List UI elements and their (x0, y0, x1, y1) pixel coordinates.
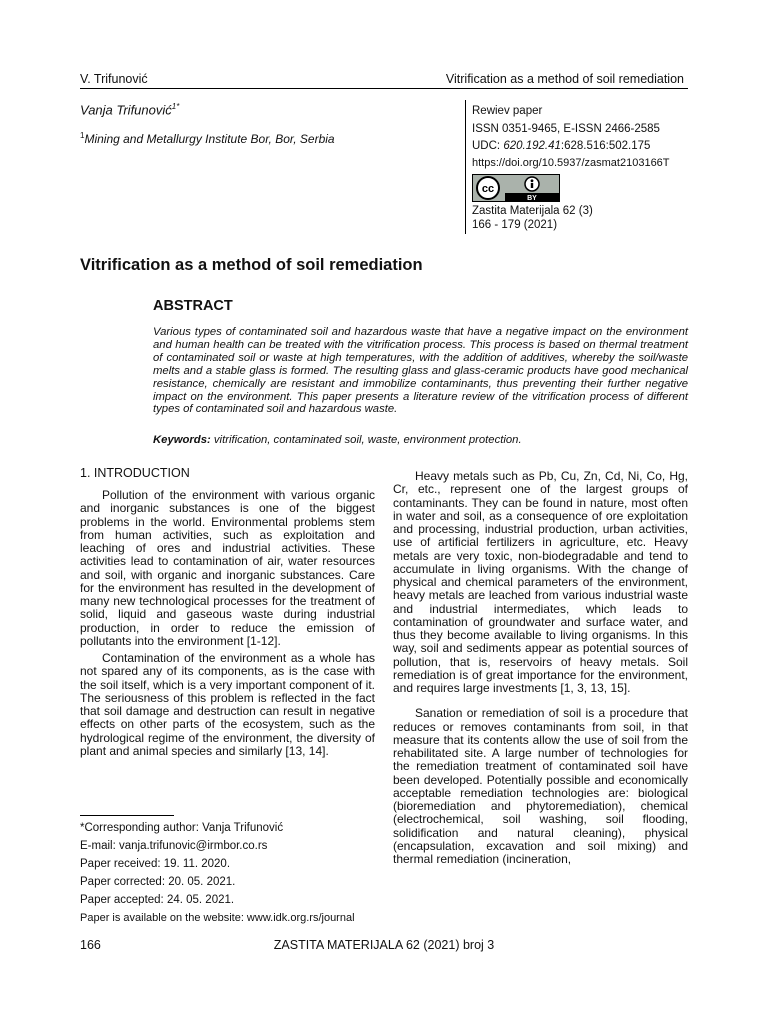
page-number: 166 (80, 938, 101, 952)
footer-journal: ZASTITA MATERIJALA 62 (2021) broj 3 (273, 938, 495, 952)
meta-divider (465, 100, 466, 234)
keywords (153, 434, 688, 446)
footnote-received: Paper received: 19. 11. 2020. (80, 858, 231, 870)
doi-link[interactable]: https://doi.org/10.5937/zasmat2103166T (472, 157, 670, 169)
paragraph: Contamination of the environment as a whole has not spared any of its components, as is the case with the soil itself, which is a very important component of it. The seriousness of this problem is reflected in the fact that soil damage and destruction can result in negative effects on other parts of the ecosystem, such as the hydrological regime of the environment, the diversity of plant and animal species and similarly [13, 14]. (80, 651, 375, 758)
footnote-corrected: Paper corrected: 20. 05. 2021. (80, 876, 236, 888)
paper-type: Rewiev paper (472, 105, 543, 117)
udc (472, 139, 650, 154)
abstract-text: Various types of contaminated soil and hazardous waste that have a negative impact on the environment and human health can be treated with the vitrification process. This process is based on thermal treatment of contaminated soil or waste at high temperatures, with the addition of additives, whereby the soil/waste melts and a stable glass is formed. The resulting glass and glass-ceramic products have good mechanical resistance, chemically are resistant and immobilize contaminants, thus preventing their further negative impact on the environment. This paper presents a literature review of the vitrification process of different types of contaminated soil and hazardous waste. (153, 326, 688, 416)
header-rule (80, 88, 688, 89)
section-heading: 1. INTRODUCTION (80, 466, 190, 480)
author-name: Vanja Trifunović (80, 102, 172, 118)
issn: ISSN 0351-9465, E-ISSN 2466-2585 (472, 123, 660, 135)
footnote-email[interactable]: E-mail: vanja.trifunovic@irmbor.co.rs (80, 840, 268, 852)
footnote-accepted: Paper accepted: 24. 05. 2021. (80, 894, 235, 906)
abstract-heading: ABSTRACT (153, 298, 233, 314)
footnote-website[interactable]: Paper is available on the website: www.idk.org.rs/journal (80, 912, 355, 924)
affiliation (80, 131, 335, 146)
running-header-title: Vitrification as a method of soil remediation (445, 72, 684, 86)
footnote-rule (80, 815, 174, 816)
keywords-label: Keywords: (153, 434, 211, 446)
author (80, 102, 179, 117)
running-header-author: V. Trifunović (80, 72, 148, 86)
left-column (80, 489, 375, 758)
svg-text:BY: BY (527, 195, 537, 201)
udc-italic: 620.192.41 (503, 140, 561, 152)
svg-text:cc: cc (481, 183, 495, 195)
cc-by-icon-svg (473, 175, 559, 201)
paragraph: Sanation or remediation of soil is a procedure that reduces or removes contaminants from soil, in that measure that its contents allow the use of soil from the rehabilitated site. A large number of technologies for the remediation treatment of contaminated soil have been developed. Potentially possible and economically acceptable remediation technologies are: biological (bioremediation and phytoremediation), chemical (electrochemical, soil washing, soil flooding, solidification and natural cleaning), physical (encapsulation, excavation and soil mixing) and thermal remediation (incineration, (393, 706, 688, 866)
udc-label: UDC: (472, 140, 504, 152)
paragraph: Heavy metals such as Pb, Cu, Zn, Cd, Ni, Co, Hg, Cr, etc., represent one of the largest groups of contaminants. They can be found in nature, most often in water and soil, as a consequence of ore exploitation and processing, industrial production, urban activities, use of artificial fertilizers in agriculture, etc. Heavy metals are very toxic, non-biodegradable and tend to accumulate in living organisms. With the change of physical and chemical parameters of the environment, heavy metals are leached from various industrial waste and industrial intermediates, which leads to contamination of groundwater and surface water, and thus they become available to living organisms. In this way, soil and sediments appear as potential sources of pollution, that is, reservoirs of heavy metals. Soil remediation is of great importance for the environment, and requires large investments [1, 3, 13, 15]. (393, 469, 688, 695)
affiliation-text: Mining and Metallurgy Institute Bor, Bor, Serbia (84, 132, 335, 146)
journal-pages: 166 - 179 (2021) (472, 219, 558, 231)
udc-rest: :628.516:502.175 (560, 140, 651, 152)
paper-title: Vitrification as a method of soil remediation (80, 256, 423, 274)
keywords-text: vitrification, contaminated soil, waste, environment protection. (210, 434, 522, 446)
affiliation-mark: 1 (80, 131, 85, 140)
author-mark: 1* (171, 102, 180, 111)
cc-by-license-icon[interactable] (472, 174, 560, 202)
right-column (393, 470, 688, 866)
footnote-corresponding: *Corresponding author: Vanja Trifunović (80, 822, 284, 834)
journal-volume: Zastita Materijala 62 (3) (472, 205, 593, 217)
paragraph: Pollution of the environment with various organic and inorganic substances is one of the biggest problems in the world. Environmental problems stem from human activities, such as exploitation and leaching of ores and industrial activities. These activities lead to contamination of air, water resources and soil, with organic and inorganic substances. Care for the environment has resulted in the development of many new technological processes for the treatment of solid, liquid and gaseous waste during industrial production, in order to reduce the emission of pollutants into the environment [1-12]. (80, 488, 375, 648)
